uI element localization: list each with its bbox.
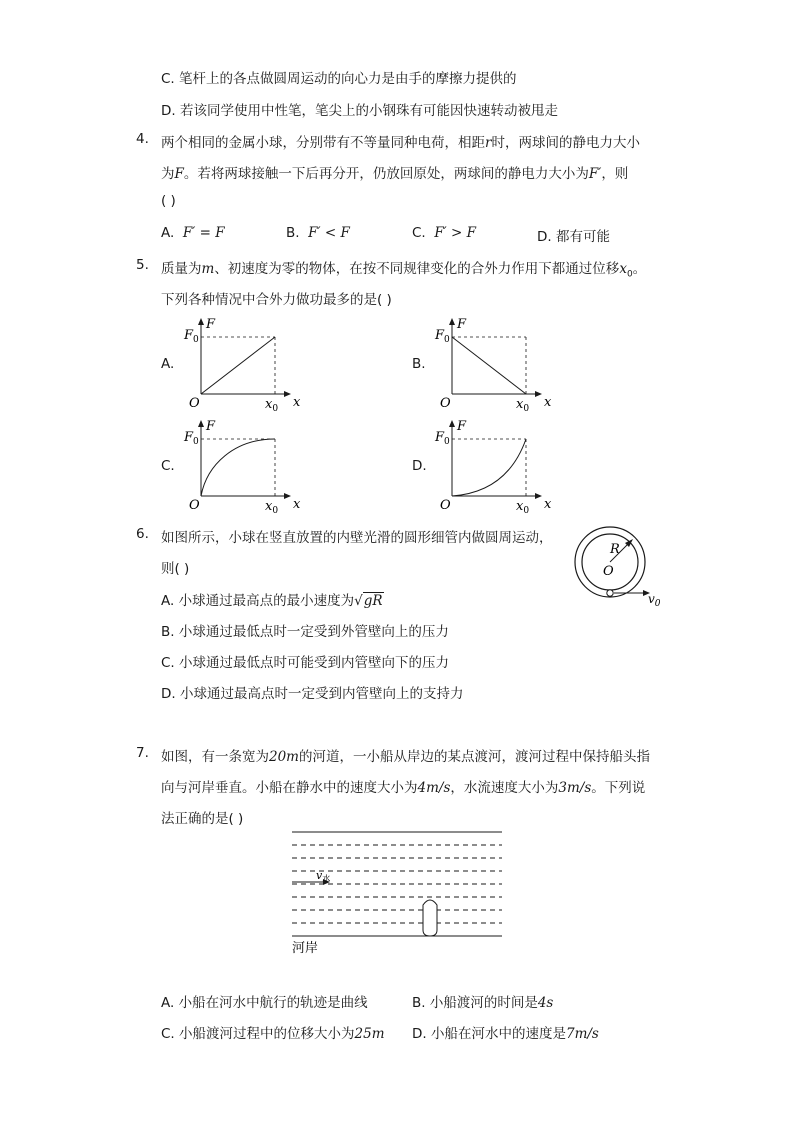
x-axis-arrowhead	[284, 391, 291, 397]
q5-text: 。	[632, 261, 647, 277]
q3-option-d: D. 若该同学使用中性笔，笔尖上的小钢珠有可能因快速转动被甩走	[161, 103, 558, 119]
q7-option-c	[161, 1022, 385, 1042]
q7-stem-line2	[161, 776, 645, 796]
boat-icon	[423, 900, 437, 936]
q6-option-c: C. 小球通过最低点时可能受到内管壁向下的压力	[161, 655, 450, 671]
option-value: 7m/s	[565, 1026, 599, 1042]
q6-stem-line2: 则( )	[161, 561, 190, 577]
q6-stem-line1: 如图所示，小球在竖直放置的内壁光滑的圆形细管内做圆周运动，	[161, 530, 553, 546]
q5-stem-line2: 下列各种情况中合外力做功最多的是( )	[161, 292, 392, 308]
q7-text: 如图，有一条宽为	[161, 749, 269, 765]
q7-stem-line3: 法正确的是( )	[161, 811, 244, 827]
center-label: O	[603, 564, 614, 579]
q5-number: 5.	[136, 257, 149, 273]
radius-label: R	[610, 542, 620, 557]
x0-label: $x_0$	[265, 499, 279, 516]
q5-graphs	[0, 0, 794, 530]
option-text: F′ = F	[182, 225, 225, 241]
graph-a	[183, 317, 301, 414]
q5-graph-c-label: C.	[161, 458, 175, 474]
q4-number: 4.	[136, 131, 149, 147]
bank-label: 河岸	[292, 941, 319, 956]
q7-option-b	[412, 991, 553, 1011]
y-axis-label: F	[457, 419, 467, 434]
y-axis-label: F	[206, 419, 216, 434]
graph-d	[434, 419, 552, 516]
option-label: C.	[412, 225, 426, 241]
q5-graph-a-label: A.	[161, 356, 175, 372]
sqrt-radicand: gR	[363, 593, 383, 609]
graph-b	[434, 317, 552, 414]
q7-text: ，水流速度大小为	[450, 780, 559, 796]
q7-value: 20m	[269, 749, 299, 765]
origin-label: O	[440, 498, 451, 513]
f0-label: $F_0$	[184, 328, 199, 345]
q4-option-d: D. 都有可能	[537, 229, 610, 245]
q7-stem-line1	[161, 745, 650, 765]
ball	[607, 590, 613, 596]
q4-text: 为	[161, 166, 175, 182]
q5-var-m: m	[201, 261, 215, 277]
x-axis-arrowhead	[284, 493, 291, 499]
origin-label: O	[440, 396, 451, 411]
origin-label: O	[189, 498, 200, 513]
x0-label: $x_0$	[516, 397, 530, 414]
q4-var-fprime: F′	[588, 166, 602, 182]
q7-number: 7.	[136, 745, 149, 761]
x0-label: $x_0$	[265, 397, 279, 414]
graph-c	[183, 419, 301, 516]
x-axis-label: x	[293, 395, 301, 410]
y-axis-label: F	[457, 317, 467, 332]
option-text: D. 小船在河水中的速度是	[412, 1026, 566, 1042]
q4-text: 。若将两球接触一下后再分开，仍放回原处，两球间的静电力大小为	[183, 166, 589, 182]
q7-text: 。下列说	[591, 780, 646, 796]
option-text: C. 小船渡河过程中的位移大小为	[161, 1026, 355, 1042]
y-axis-arrowhead	[449, 318, 455, 325]
q5-text: 质量为	[161, 261, 202, 277]
force-curve	[201, 337, 275, 394]
q6-tube-figure	[570, 520, 670, 610]
x-axis-arrowhead	[535, 391, 542, 397]
q5-graph-d-label: D.	[412, 458, 427, 474]
f0-label: $F_0$	[435, 430, 450, 447]
q7-option-a: A. 小船在河水中航行的轨迹是曲线	[161, 995, 368, 1011]
force-curve	[201, 439, 275, 496]
option-value: 4s	[537, 995, 554, 1011]
q4-var-f: F	[174, 166, 184, 182]
y-axis-arrowhead	[198, 318, 204, 325]
x-axis-arrowhead	[535, 493, 542, 499]
velocity-label: $v_0$	[648, 592, 661, 609]
x-axis-label: x	[544, 395, 552, 410]
q4-text: 两个相同的金属小球，分别带有不等量同种电荷，相距	[161, 135, 485, 151]
option-text: A. 小球通过最高点的最小速度为	[161, 593, 355, 609]
option-value: 25m	[354, 1026, 385, 1042]
x-axis-label: x	[293, 497, 301, 512]
q7-river-figure	[280, 825, 520, 960]
origin-label: O	[189, 396, 200, 411]
q7-value: 3m/s	[558, 780, 592, 796]
q7-text: 向与河岸垂直。小船在静水中的速度大小为	[161, 780, 418, 796]
q7-text: 的河道，一小船从岸边的某点渡河，渡河过程中保持船头指	[298, 749, 650, 765]
y-axis-label: F	[206, 317, 216, 332]
y-axis-arrowhead	[449, 420, 455, 427]
q6-number: 6.	[136, 526, 149, 542]
q6-option-d: D. 小球通过最高点时一定受到内管壁向上的支持力	[161, 686, 464, 702]
q5-sub: 0	[626, 269, 633, 280]
q7-option-d	[412, 1022, 599, 1042]
option-text: B. 小船渡河的时间是	[412, 995, 538, 1011]
q3-option-c: C. 笔杆上的各点做圆周运动的向心力是由手的摩擦力提供的	[161, 71, 517, 87]
q4-var-r: r	[485, 135, 492, 151]
sqrt-sign: √	[354, 593, 363, 609]
q5-text: 、初速度为零的物体，在按不同规律变化的合外力作用下都通过位移	[214, 261, 620, 277]
water-velocity-label: v水	[316, 869, 331, 883]
f0-label: $F_0$	[435, 328, 450, 345]
q6-option-b: B. 小球通过最低点时一定受到外管壁向上的压力	[161, 624, 449, 640]
q6-option-a	[161, 589, 384, 609]
q4-text: ，则	[601, 166, 629, 182]
x0-label: $x_0$	[516, 499, 530, 516]
force-curve	[452, 439, 526, 496]
q5-var-x: x	[619, 261, 627, 277]
x-axis-label: x	[544, 497, 552, 512]
f0-label: $F_0$	[184, 430, 199, 447]
q4-answer-bracket: ( )	[161, 193, 176, 209]
q4-text: 时，两球间的静电力大小	[491, 135, 640, 151]
force-curve	[452, 337, 526, 394]
option-label: B.	[286, 225, 300, 241]
q7-value: 4m/s	[417, 780, 451, 796]
y-axis-arrowhead	[198, 420, 204, 427]
option-text: F′ < F	[308, 225, 350, 241]
option-label: A.	[161, 225, 175, 241]
option-text: F′ > F	[434, 225, 477, 241]
q5-graph-b-label: B.	[412, 356, 426, 372]
